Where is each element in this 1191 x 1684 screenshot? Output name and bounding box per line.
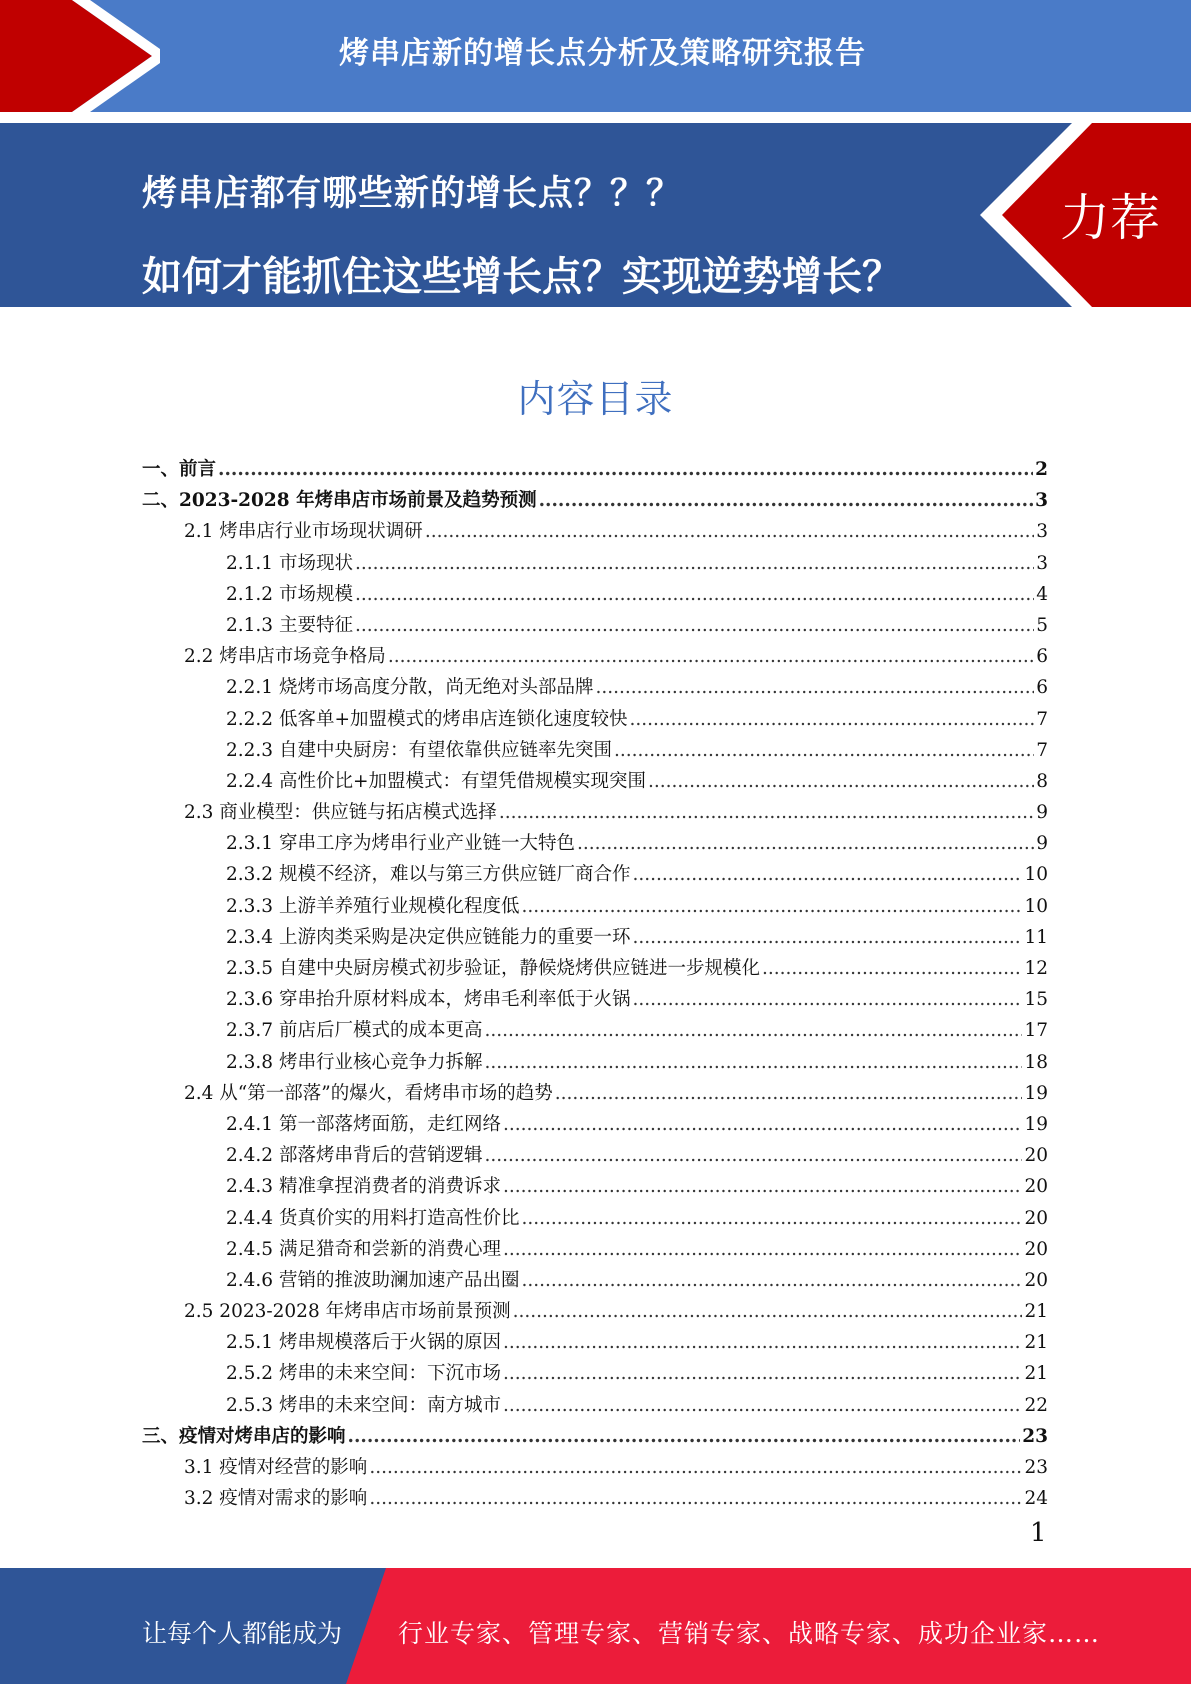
toc-entry-label: 2.4.1 第一部落烤面筋，走红网络 — [226, 1113, 501, 1135]
toc-leader-dots — [503, 1395, 1022, 1416]
toc-entry-page: 7 — [1036, 708, 1048, 730]
toc-entry[interactable] — [142, 1172, 1048, 1203]
toc-leader-dots — [369, 1488, 1022, 1509]
toc-entry-page: 12 — [1024, 958, 1048, 979]
hero-question-growth-points: 烤串店都有哪些新的增长点？？？ — [142, 174, 683, 214]
toc-entry-page: 6 — [1036, 677, 1048, 699]
toc-entry-label: 2.3.8 烤串行业核心竞争力拆解 — [226, 1051, 483, 1073]
toc-entry-page: 21 — [1024, 1363, 1048, 1385]
toc-entry-label: 2.3.5 自建中央厨房模式初步验证，静候烧烤供应链进一步规模化 — [226, 958, 760, 979]
toc-entry-page: 20 — [1024, 1176, 1048, 1198]
toc-entry-page: 20 — [1024, 1145, 1048, 1167]
toc-entry-page: 2 — [1035, 459, 1048, 480]
toc-entry-page: 23 — [1022, 1425, 1048, 1447]
toc-entry[interactable] — [142, 642, 1048, 673]
toc-entry[interactable] — [142, 1297, 1048, 1328]
toc-leader-dots — [355, 553, 1034, 574]
toc-entry-label: 3.2 疫情对需求的影响 — [184, 1488, 368, 1510]
report-title: 烤串店新的增长点分析及策略研究报告 — [339, 36, 866, 71]
toc-entry-label: 2.4.3 精准拿捏消费者的消费诉求 — [226, 1176, 501, 1198]
toc-entry-label: 三、疫情对烤串店的影响 — [142, 1425, 346, 1447]
toc-entry-page: 20 — [1024, 1207, 1048, 1229]
toc-leader-dots — [503, 1114, 1022, 1135]
toc-entry-label: 2.3.2 规模不经济，难以与第三方供应链厂商合作 — [226, 864, 631, 886]
toc-entry-label: 2.3.1 穿串工序为烤串行业产业链一大特色 — [226, 833, 575, 855]
toc-entry[interactable] — [142, 1391, 1048, 1422]
toc-entry[interactable] — [142, 1016, 1048, 1047]
toc-entry-label: 一、前言 — [142, 459, 217, 480]
toc-entry[interactable] — [142, 673, 1048, 704]
toc-entry-page: 24 — [1024, 1488, 1048, 1510]
toc-entry-page: 9 — [1036, 802, 1048, 824]
toc-entry-label: 2.3.7 前店后厂模式的成本更高 — [226, 1020, 483, 1042]
toc-entry-label: 2.2.4 高性价比+加盟模式：有望凭借规模实现突围 — [226, 770, 646, 792]
page-number: 1 — [1030, 1518, 1047, 1548]
toc-leader-dots — [614, 740, 1034, 761]
toc-entry[interactable] — [142, 1048, 1048, 1079]
toc-entry[interactable] — [142, 1110, 1048, 1141]
toc-title: 内容目录 — [517, 377, 674, 421]
toc-entry-label: 2.5.1 烤串规模落后于火锅的原因 — [226, 1332, 501, 1354]
toc-entry-page: 9 — [1036, 833, 1048, 855]
toc-entry-page: 11 — [1024, 926, 1048, 948]
toc-entry-label: 2.4.4 货真价实的用料打造高性价比 — [226, 1207, 520, 1229]
toc-leader-dots — [355, 615, 1034, 636]
toc-entry-page: 5 — [1036, 614, 1048, 636]
footer-expert-list: 行业专家、管理专家、营销专家、战略专家、成功企业家…… — [398, 1619, 1101, 1648]
toc-entry[interactable] — [142, 1422, 1048, 1453]
toc-entry-label: 2.1.1 市场现状 — [226, 552, 353, 574]
toc-entry-label: 2.2 烤串店市场竞争格局 — [184, 646, 386, 668]
toc-entry-label: 2.1.3 主要特征 — [226, 614, 353, 636]
toc-entry[interactable] — [142, 549, 1048, 580]
toc-entry[interactable] — [142, 455, 1048, 486]
toc-entry-page: 21 — [1024, 1301, 1048, 1323]
toc-leader-dots — [521, 1208, 1022, 1229]
toc-entry-page: 3 — [1036, 521, 1048, 543]
toc-leader-dots — [503, 1176, 1022, 1197]
toc-entry-label: 2.4.2 部落烤串背后的营销逻辑 — [226, 1145, 483, 1167]
toc-leader-dots — [348, 1426, 1021, 1447]
toc-entry-label: 2.3.3 上游羊养殖行业规模化程度低 — [226, 895, 520, 917]
toc-leader-dots — [369, 1457, 1022, 1478]
toc-entry-page: 20 — [1024, 1238, 1048, 1260]
toc-entry[interactable] — [142, 580, 1048, 611]
footer-slogan: 让每个人都能成为 — [142, 1619, 343, 1648]
toc-entry[interactable] — [142, 1328, 1048, 1359]
toc-entry[interactable] — [142, 1204, 1048, 1235]
toc-entry[interactable] — [142, 1141, 1048, 1172]
toc-leader-dots — [595, 677, 1034, 698]
toc-entry-label: 3.1 疫情对经营的影响 — [184, 1457, 368, 1478]
toc-entry-label: 2.3.4 上游肉类采购是决定供应链能力的重要一环 — [226, 926, 631, 948]
toc-entry[interactable] — [142, 736, 1048, 767]
toc-entry-label: 2.5.3 烤串的未来空间：南方城市 — [226, 1394, 501, 1416]
toc-entry-label: 2.3.6 穿串抬升原材料成本，烤串毛利率低于火锅 — [226, 989, 631, 1011]
toc-entry[interactable] — [142, 923, 1048, 954]
toc-entry-page: 20 — [1024, 1269, 1048, 1291]
toc-entry[interactable] — [142, 1453, 1048, 1484]
toc-leader-dots — [503, 1239, 1022, 1260]
toc-leader-dots — [632, 989, 1022, 1010]
toc-entry-page: 10 — [1024, 895, 1048, 917]
toc-entry-label: 2.1 烤串店行业市场现状调研 — [184, 521, 423, 543]
toc-entry-label: 2.2.2 低客单+加盟模式的烤串店连锁化速度较快 — [226, 708, 628, 730]
toc-leader-dots — [632, 927, 1022, 948]
toc-entry[interactable] — [142, 705, 1048, 736]
toc-entry-label: 2.2.3 自建中央厨房：有望依靠供应链率先突围 — [226, 739, 612, 761]
toc-entry[interactable] — [142, 985, 1048, 1016]
toc-entry-page: 22 — [1024, 1394, 1048, 1416]
toc-entry[interactable] — [142, 829, 1048, 860]
toc-entry-page: 18 — [1024, 1051, 1048, 1073]
toc-entry-label: 2.2.1 烧烤市场高度分散，尚无绝对头部品牌 — [226, 677, 594, 699]
toc-entry-page: 8 — [1036, 770, 1048, 792]
toc-entry-page: 19 — [1024, 1082, 1048, 1104]
toc-entry-page: 3 — [1036, 552, 1048, 574]
toc-leader-dots — [425, 521, 1034, 542]
toc-leader-dots — [484, 1020, 1022, 1041]
toc-leader-dots — [521, 896, 1022, 917]
toc-entry[interactable] — [142, 486, 1048, 517]
toc-entry[interactable] — [142, 767, 1048, 798]
toc-leader-dots — [632, 864, 1022, 885]
hero-question-how-to-grow: 如何才能抓住这些增长点？实现逆势增长？ — [142, 254, 902, 300]
toc-entry-page: 10 — [1024, 864, 1048, 886]
toc-entry[interactable] — [142, 517, 1048, 548]
toc-leader-dots — [555, 1083, 1023, 1104]
toc-entry-label: 2.1.2 市场规模 — [226, 583, 353, 605]
toc-entry-label: 2.5.2 烤串的未来空间：下沉市场 — [226, 1363, 501, 1385]
toc-entry-page: 7 — [1036, 739, 1048, 761]
toc-entry[interactable] — [142, 1359, 1048, 1390]
toc-leader-dots — [355, 584, 1034, 605]
toc-entry-label: 二、2023-2028 年烤串店市场前景及趋势预测 — [142, 490, 537, 512]
toc-leader-dots — [577, 833, 1034, 854]
toc-entry-label: 2.3 商业模型：供应链与拓店模式选择 — [184, 802, 497, 824]
toc-leader-dots — [521, 1270, 1022, 1291]
toc-entry-page: 15 — [1024, 989, 1048, 1011]
toc-entry[interactable] — [142, 954, 1048, 985]
toc-leader-dots — [388, 646, 1034, 667]
toc-entry[interactable] — [142, 860, 1048, 891]
toc-leader-dots — [648, 771, 1034, 792]
toc-leader-dots — [503, 1363, 1022, 1384]
toc-leader-dots — [218, 459, 1033, 480]
recommend-badge: 力荐 — [1060, 189, 1160, 247]
toc-entry[interactable] — [142, 798, 1048, 829]
toc-entry-label: 2.5 2023-2028 年烤串店市场前景预测 — [184, 1301, 511, 1323]
toc-leader-dots — [513, 1301, 1023, 1322]
toc-leader-dots — [484, 1052, 1022, 1073]
toc-entry[interactable] — [142, 1079, 1048, 1110]
toc-entry[interactable] — [142, 1484, 1048, 1515]
toc-entry-label: 2.4 从“第一部落”的爆火，看烤串市场的趋势 — [184, 1082, 553, 1104]
toc-entry-page: 19 — [1024, 1113, 1048, 1135]
toc-entry-page: 3 — [1035, 490, 1048, 512]
toc-leader-dots — [539, 490, 1034, 511]
toc-entry-label: 2.4.5 满足猎奇和尝新的消费心理 — [226, 1238, 501, 1260]
toc-entry-page: 23 — [1024, 1457, 1048, 1478]
toc-leader-dots — [762, 958, 1022, 979]
toc-entry-page: 6 — [1036, 646, 1048, 668]
toc-entry-page: 4 — [1036, 583, 1048, 605]
toc-entry-page: 17 — [1024, 1020, 1048, 1042]
toc-leader-dots — [484, 1145, 1022, 1166]
toc-entry[interactable] — [142, 892, 1048, 923]
toc-entry[interactable] — [142, 1235, 1048, 1266]
toc-leader-dots — [503, 1332, 1022, 1353]
table-of-contents — [142, 455, 1048, 1515]
toc-leader-dots — [629, 709, 1034, 730]
toc-entry-page: 21 — [1024, 1332, 1048, 1354]
toc-leader-dots — [499, 802, 1034, 823]
toc-entry-label: 2.4.6 营销的推波助澜加速产品出圈 — [226, 1269, 520, 1291]
toc-entry[interactable] — [142, 1266, 1048, 1297]
toc-entry[interactable] — [142, 611, 1048, 642]
